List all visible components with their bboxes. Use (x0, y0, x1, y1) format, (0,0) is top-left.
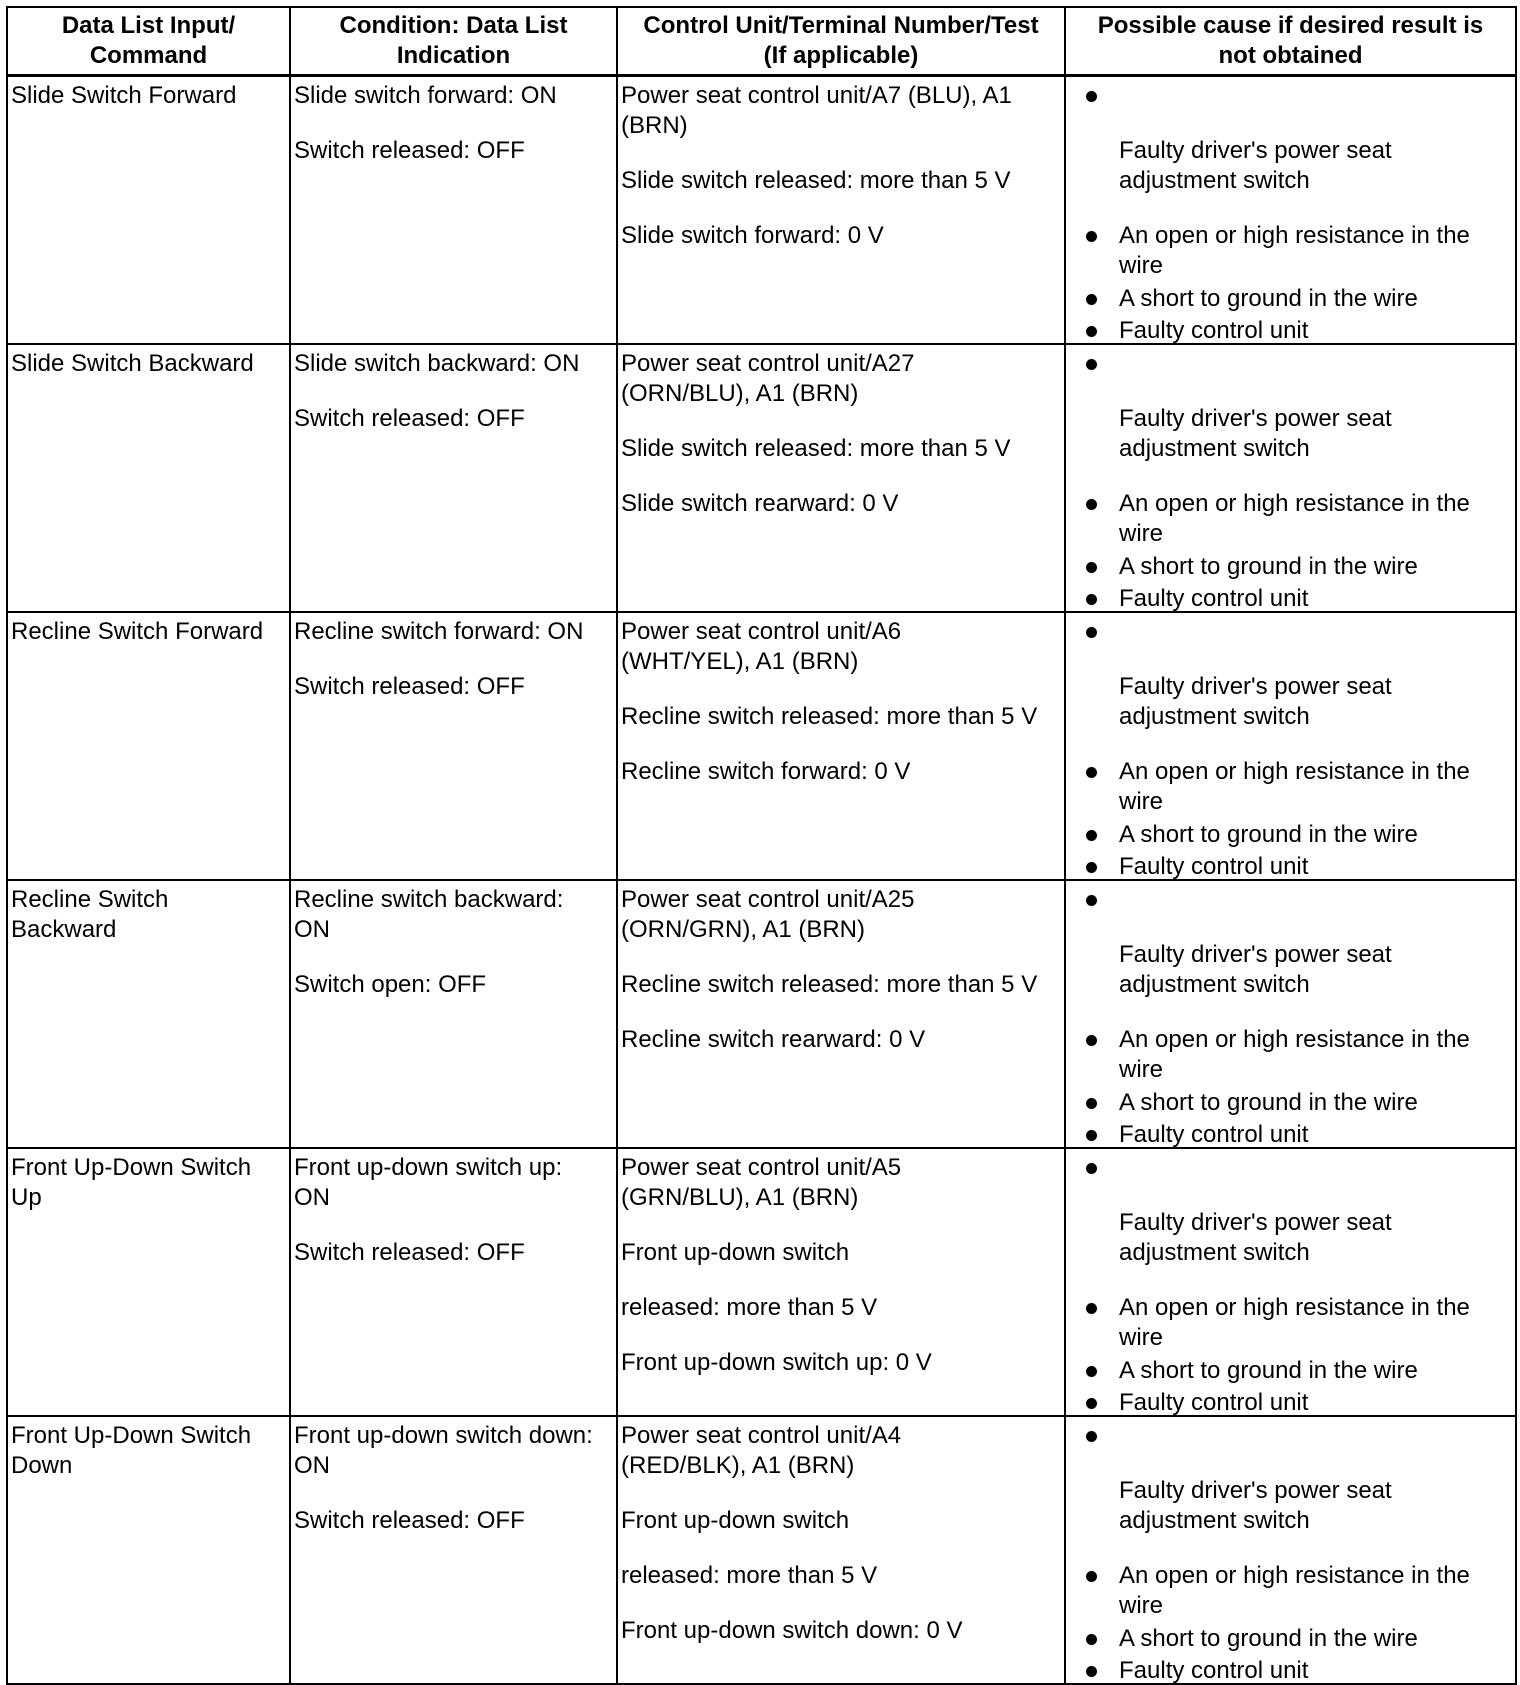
cause-line: An open or high resistance in the (1119, 1026, 1470, 1053)
cause-item (1066, 404, 1515, 464)
bullet-icon (1066, 1624, 1119, 1654)
bullet-icon (1066, 552, 1119, 582)
input-command-line: Backward (11, 916, 117, 943)
cause-line: adjustment switch (1119, 435, 1310, 462)
test-line: Front up-down switch (621, 1507, 850, 1534)
diagnostic-table (6, 6, 1517, 1685)
table-row (7, 1148, 1516, 1416)
cause-line: Faulty driver's power seat (1119, 1209, 1392, 1236)
condition-line: Slide switch backward: ON (294, 350, 580, 377)
test-line: released: more than 5 V (621, 1562, 878, 1589)
cell-possible-cause (1065, 1148, 1516, 1416)
table-row (7, 1416, 1516, 1684)
cause-item (1066, 136, 1515, 196)
test-paragraph (621, 166, 1064, 196)
condition-on (294, 81, 616, 111)
condition-line: ON (294, 916, 330, 943)
cause-text (1119, 1624, 1515, 1654)
test-line: (WHT/YEL), A1 (BRN) (621, 648, 859, 675)
cause-line: Faulty driver's power seat (1119, 673, 1392, 700)
bullet-icon (1066, 1388, 1119, 1415)
test-line: (RED/BLK), A1 (BRN) (621, 1452, 855, 1479)
bullet-icon (1066, 349, 1119, 379)
test-paragraph (621, 1506, 1064, 1536)
cause-line: A short to ground in the wire (1119, 1357, 1418, 1384)
input-command-line: Down (11, 1452, 73, 1479)
header-input-command: Data List Input/ Command (7, 7, 290, 76)
bullet-icon (1066, 1120, 1119, 1147)
cause-item (1066, 757, 1515, 817)
cause-item (1066, 584, 1515, 611)
bullet-icon (1066, 1088, 1119, 1118)
cause-text (1119, 940, 1515, 1000)
test-line: Power seat control unit/A27 (621, 350, 915, 377)
cause-bullet-item (1066, 349, 1515, 404)
condition-on (294, 617, 616, 647)
cause-item (1066, 1561, 1515, 1621)
cell-condition (290, 880, 617, 1148)
bullet-icon (1066, 1025, 1119, 1055)
cause-item (1066, 552, 1515, 582)
cause-text (1119, 404, 1515, 464)
test-paragraph (621, 1348, 1064, 1378)
cause-line: wire (1119, 1324, 1164, 1351)
header-row (7, 7, 1516, 76)
cell-condition (290, 612, 617, 880)
input-command-line: Up (11, 1184, 42, 1211)
cause-text (1119, 284, 1515, 314)
condition-line: ON (294, 1184, 330, 1211)
cause-text (1119, 1293, 1515, 1353)
test-line: Slide switch forward: 0 V (621, 222, 884, 249)
cause-text (1119, 1088, 1515, 1118)
cause-bullet-item (1066, 1153, 1515, 1208)
input-command-line: Recline Switch Forward (11, 618, 264, 645)
bullet-icon (1066, 617, 1119, 647)
cause-text (1119, 820, 1515, 850)
cell-possible-cause (1065, 344, 1516, 612)
condition-off: Switch released: OFF (294, 1239, 525, 1266)
cell-input-command (7, 1416, 290, 1684)
cause-item (1066, 1624, 1515, 1654)
bullet-icon (1066, 885, 1119, 915)
cell-control-unit-test (617, 880, 1065, 1148)
condition-on (294, 349, 616, 379)
test-line: Front up-down switch (621, 1239, 850, 1266)
cause-item (1066, 1293, 1515, 1353)
bullet-icon (1066, 1476, 1119, 1506)
test-paragraph (621, 970, 1064, 1000)
bullet-icon (1066, 316, 1119, 343)
cause-text (1119, 1356, 1515, 1386)
bullet-icon (1066, 757, 1119, 787)
cause-item (1066, 1388, 1515, 1415)
cause-item (1066, 1208, 1515, 1268)
test-paragraph (621, 434, 1064, 464)
cause-line: A short to ground in the wire (1119, 1089, 1418, 1116)
bullet-icon (1066, 1656, 1119, 1683)
cause-line: Faulty driver's power seat (1119, 137, 1392, 164)
condition-off: Switch released: OFF (294, 1507, 525, 1534)
bullet-icon (1066, 284, 1119, 314)
test-paragraph (621, 757, 1064, 787)
cause-item (1066, 221, 1515, 281)
cell-condition (290, 1148, 617, 1416)
condition-on (294, 1153, 616, 1213)
test-line: Power seat control unit/A7 (BLU), A1 (621, 82, 1012, 109)
bullet-icon (1066, 852, 1119, 879)
bullet-icon (1066, 136, 1119, 166)
bullet-icon (1066, 221, 1119, 251)
table-body (7, 76, 1516, 1685)
bullet-icon (1066, 672, 1119, 702)
cause-line: An open or high resistance in the (1119, 758, 1470, 785)
test-paragraph (621, 349, 1064, 409)
cause-line: wire (1119, 788, 1164, 815)
bullet-icon (1066, 1293, 1119, 1323)
cause-line: Faulty driver's power seat (1119, 1477, 1392, 1504)
cause-bullet-item (1066, 885, 1515, 940)
table-row (7, 880, 1516, 1148)
cell-possible-cause (1065, 1416, 1516, 1684)
cause-line: wire (1119, 1056, 1164, 1083)
test-line: (BRN) (621, 112, 688, 139)
cause-line: A short to ground in the wire (1119, 553, 1418, 580)
cell-possible-cause (1065, 76, 1516, 345)
cause-text (1119, 489, 1515, 549)
test-line: Front up-down switch down: 0 V (621, 1617, 963, 1644)
test-paragraph (621, 81, 1064, 141)
cell-input-command (7, 1148, 290, 1416)
cause-line: adjustment switch (1119, 167, 1310, 194)
cause-line: An open or high resistance in the (1119, 222, 1470, 249)
cause-line: A short to ground in the wire (1119, 1625, 1418, 1652)
cause-line: wire (1119, 520, 1164, 547)
cause-line: adjustment switch (1119, 703, 1310, 730)
test-line: Power seat control unit/A6 (621, 618, 902, 645)
bullet-icon (1066, 489, 1119, 519)
test-line: Recline switch rearward: 0 V (621, 1026, 926, 1053)
bullet-icon (1066, 820, 1119, 850)
test-paragraph (621, 702, 1064, 732)
cell-condition (290, 76, 617, 345)
condition-line: ON (294, 1452, 330, 1479)
bullet-icon (1066, 1208, 1119, 1238)
condition-line: Front up-down switch down: (294, 1422, 593, 1449)
test-line: Recline switch released: more than 5 V (621, 703, 1038, 730)
bullet-icon (1066, 404, 1119, 434)
input-command-line: Slide Switch Backward (11, 350, 254, 377)
test-line: Power seat control unit/A25 (621, 886, 915, 913)
test-paragraph (621, 489, 1064, 519)
cell-possible-cause (1065, 612, 1516, 880)
cause-item (1066, 672, 1515, 732)
bullet-icon (1066, 1421, 1119, 1451)
bullet-icon (1066, 1356, 1119, 1386)
cause-text (1119, 757, 1515, 817)
bullet-icon (1066, 81, 1119, 111)
cause-bullet-item (1066, 81, 1515, 136)
cause-line: Faulty control unit (1119, 585, 1309, 611)
cause-item (1066, 1120, 1515, 1147)
cell-input-command (7, 344, 290, 612)
cause-text (1119, 1561, 1515, 1621)
cause-text (1119, 672, 1515, 732)
cause-item (1066, 820, 1515, 850)
condition-off: Switch released: OFF (294, 405, 525, 432)
input-command-line: Front Up-Down Switch (11, 1422, 252, 1449)
cause-line: Faulty control unit (1119, 1389, 1309, 1415)
cause-bullet-item (1066, 617, 1515, 672)
cause-line: Faulty control unit (1119, 1657, 1309, 1683)
cell-control-unit-test (617, 612, 1065, 880)
test-paragraph (621, 221, 1064, 251)
cause-line: An open or high resistance in the (1119, 1562, 1470, 1589)
bullet-icon (1066, 584, 1119, 611)
condition-on (294, 1421, 616, 1481)
cause-text (1119, 1656, 1515, 1683)
header-control-unit-test: Control Unit/Terminal Number/Test (If applicable) (617, 7, 1065, 76)
test-line: Recline switch released: more than 5 V (621, 971, 1038, 998)
cell-condition (290, 344, 617, 612)
cause-item (1066, 316, 1515, 343)
condition-line: Slide switch forward: ON (294, 82, 557, 109)
test-paragraph (621, 1153, 1064, 1213)
test-line: (GRN/BLU), A1 (BRN) (621, 1184, 859, 1211)
cause-text (1119, 852, 1515, 879)
cause-bullet-item (1066, 1421, 1515, 1476)
test-line: Slide switch released: more than 5 V (621, 435, 1011, 462)
condition-off: Switch released: OFF (294, 137, 525, 164)
table-row (7, 76, 1516, 345)
condition-line: Recline switch forward: ON (294, 618, 584, 645)
cause-item (1066, 1656, 1515, 1683)
bullet-icon (1066, 1561, 1119, 1591)
test-line: Power seat control unit/A4 (621, 1422, 902, 1449)
cause-item (1066, 1025, 1515, 1085)
input-command-line: Recline Switch (11, 886, 169, 913)
condition-on (294, 885, 616, 945)
test-paragraph (621, 1616, 1064, 1646)
test-paragraph (621, 1238, 1064, 1268)
cause-line: Faulty control unit (1119, 853, 1309, 879)
test-line: released: more than 5 V (621, 1294, 878, 1321)
cell-input-command (7, 612, 290, 880)
cause-text (1119, 221, 1515, 281)
test-line: Slide switch released: more than 5 V (621, 167, 1011, 194)
bullet-icon (1066, 1153, 1119, 1183)
test-line: (ORN/BLU), A1 (BRN) (621, 380, 859, 407)
table-row (7, 612, 1516, 880)
header-condition: Condition: Data List Indication (290, 7, 617, 76)
cell-possible-cause (1065, 880, 1516, 1148)
cause-line: An open or high resistance in the (1119, 490, 1470, 517)
cause-text (1119, 584, 1515, 611)
cause-line: An open or high resistance in the (1119, 1294, 1470, 1321)
cause-line: Faulty driver's power seat (1119, 405, 1392, 432)
bullet-icon (1066, 940, 1119, 970)
cause-text (1119, 1208, 1515, 1268)
input-command-line: Front Up-Down Switch (11, 1154, 252, 1181)
test-line: Front up-down switch up: 0 V (621, 1349, 932, 1376)
cell-control-unit-test (617, 344, 1065, 612)
input-command-line: Slide Switch Forward (11, 82, 237, 109)
cell-input-command (7, 880, 290, 1148)
condition-off: Switch released: OFF (294, 673, 525, 700)
test-paragraph (621, 885, 1064, 945)
test-line: Slide switch rearward: 0 V (621, 490, 899, 517)
cause-line: adjustment switch (1119, 1239, 1310, 1266)
cell-control-unit-test (617, 76, 1065, 345)
cause-item (1066, 940, 1515, 1000)
cause-line: Faulty control unit (1119, 1121, 1309, 1147)
cell-control-unit-test (617, 1416, 1065, 1684)
condition-line: Front up-down switch up: (294, 1154, 563, 1181)
test-line: Recline switch forward: 0 V (621, 758, 911, 785)
cause-item (1066, 489, 1515, 549)
test-paragraph (621, 1293, 1064, 1323)
cause-item (1066, 284, 1515, 314)
test-paragraph (621, 1561, 1064, 1591)
cause-text (1119, 1025, 1515, 1085)
cause-text (1119, 316, 1515, 343)
condition-off: Switch open: OFF (294, 971, 487, 998)
cause-line: adjustment switch (1119, 1507, 1310, 1534)
cause-item (1066, 1088, 1515, 1118)
cause-text (1119, 1120, 1515, 1147)
cell-control-unit-test (617, 1148, 1065, 1416)
cause-line: A short to ground in the wire (1119, 285, 1418, 312)
cause-line: Faulty driver's power seat (1119, 941, 1392, 968)
cause-line: A short to ground in the wire (1119, 821, 1418, 848)
cause-item (1066, 1356, 1515, 1386)
cause-item (1066, 1476, 1515, 1536)
test-paragraph (621, 1421, 1064, 1481)
cause-text (1119, 136, 1515, 196)
cause-line: wire (1119, 1592, 1164, 1619)
header-possible-cause: Possible cause if desired result is not obtained (1065, 7, 1516, 76)
cause-text (1119, 552, 1515, 582)
test-paragraph (621, 617, 1064, 677)
cause-text (1119, 1476, 1515, 1536)
cause-line: wire (1119, 252, 1164, 279)
cause-text (1119, 1388, 1515, 1415)
test-paragraph (621, 1025, 1064, 1055)
cause-line: Faulty control unit (1119, 317, 1309, 343)
table-row (7, 344, 1516, 612)
cell-input-command (7, 76, 290, 345)
condition-line: Recline switch backward: (294, 886, 564, 913)
cause-line: adjustment switch (1119, 971, 1310, 998)
cell-condition (290, 1416, 617, 1684)
test-line: (ORN/GRN), A1 (BRN) (621, 916, 866, 943)
cause-item (1066, 852, 1515, 879)
test-line: Power seat control unit/A5 (621, 1154, 902, 1181)
